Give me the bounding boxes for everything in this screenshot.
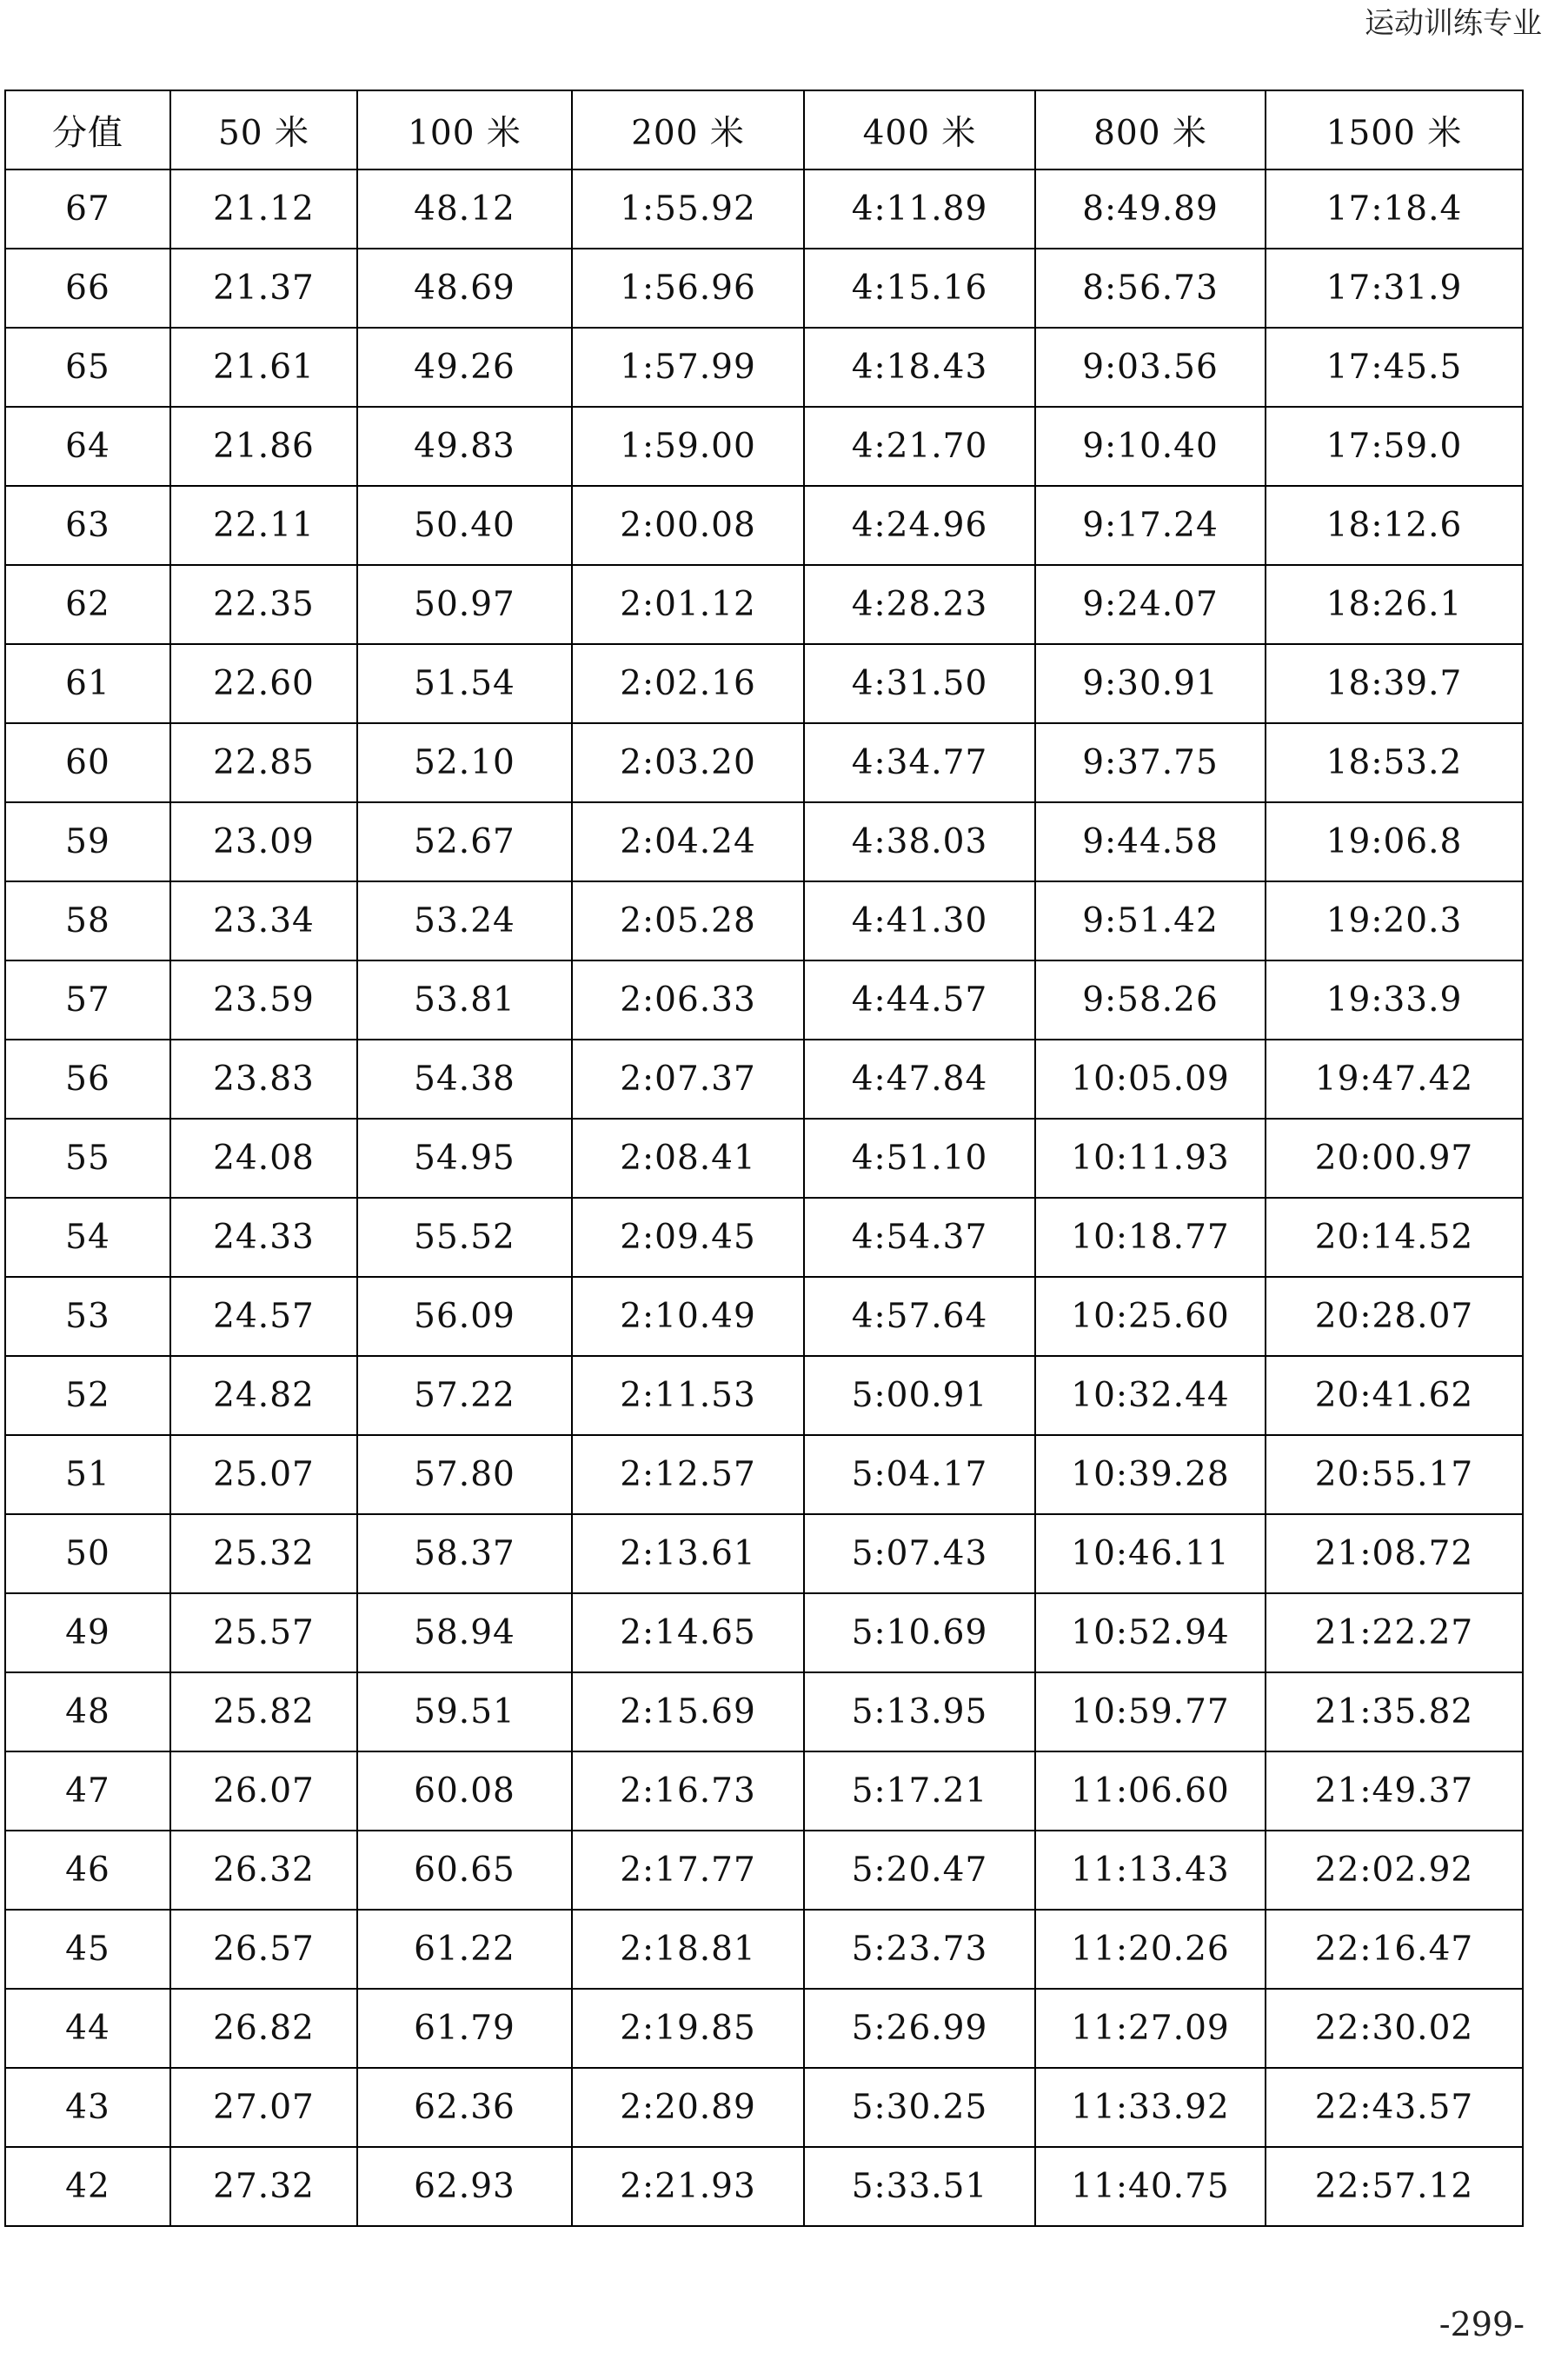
cell-50m: 26.07	[170, 1751, 357, 1831]
cell-200m: 2:02.16	[572, 644, 804, 723]
cell-800m: 10:52.94	[1035, 1593, 1266, 1672]
table-row	[5, 565, 1523, 644]
cell-50m: 24.82	[170, 1356, 357, 1435]
cell-400m: 4:31.50	[804, 644, 1035, 723]
cell-400m: 4:47.84	[804, 1040, 1035, 1119]
cell-200m: 1:57.99	[572, 328, 804, 407]
cell-800m: 8:56.73	[1035, 249, 1266, 328]
cell-800m: 11:33.92	[1035, 2068, 1266, 2147]
cell-50m: 22.11	[170, 486, 357, 565]
table-row	[5, 1514, 1523, 1593]
cell-score: 66	[5, 249, 170, 328]
cell-400m: 4:38.03	[804, 802, 1035, 881]
cell-200m: 2:13.61	[572, 1514, 804, 1593]
cell-50m: 21.61	[170, 328, 357, 407]
cell-score: 62	[5, 565, 170, 644]
cell-1500m: 17:31.9	[1266, 249, 1523, 328]
cell-1500m: 22:30.02	[1266, 1989, 1523, 2068]
cell-400m: 4:21.70	[804, 407, 1035, 486]
cell-400m: 4:24.96	[804, 486, 1035, 565]
cell-score: 42	[5, 2147, 170, 2226]
table-row	[5, 960, 1523, 1040]
column-header-400m: 400 米	[804, 90, 1035, 169]
page-header-title: 运动训练专业	[1365, 6, 1542, 41]
cell-400m: 5:23.73	[804, 1910, 1035, 1989]
cell-50m: 26.32	[170, 1831, 357, 1910]
cell-1500m: 18:39.7	[1266, 644, 1523, 723]
cell-100m: 52.10	[357, 723, 572, 802]
cell-score: 61	[5, 644, 170, 723]
cell-400m: 4:41.30	[804, 881, 1035, 960]
cell-50m: 27.07	[170, 2068, 357, 2147]
cell-200m: 1:59.00	[572, 407, 804, 486]
cell-800m: 11:40.75	[1035, 2147, 1266, 2226]
cell-50m: 25.07	[170, 1435, 357, 1514]
cell-400m: 4:18.43	[804, 328, 1035, 407]
table-row	[5, 1040, 1523, 1119]
cell-1500m: 20:14.52	[1266, 1198, 1523, 1277]
cell-50m: 24.33	[170, 1198, 357, 1277]
cell-1500m: 18:53.2	[1266, 723, 1523, 802]
cell-1500m: 21:35.82	[1266, 1672, 1523, 1751]
table-header	[5, 90, 1523, 169]
cell-400m: 5:30.25	[804, 2068, 1035, 2147]
cell-100m: 48.12	[357, 169, 572, 249]
cell-200m: 2:14.65	[572, 1593, 804, 1672]
cell-50m: 24.57	[170, 1277, 357, 1356]
cell-50m: 21.37	[170, 249, 357, 328]
table-row	[5, 1435, 1523, 1514]
cell-200m: 2:08.41	[572, 1119, 804, 1198]
cell-800m: 9:37.75	[1035, 723, 1266, 802]
cell-400m: 4:34.77	[804, 723, 1035, 802]
cell-800m: 11:27.09	[1035, 1989, 1266, 2068]
cell-50m: 24.08	[170, 1119, 357, 1198]
cell-1500m: 19:47.42	[1266, 1040, 1523, 1119]
cell-400m: 4:57.64	[804, 1277, 1035, 1356]
table-row	[5, 1672, 1523, 1751]
cell-100m: 57.22	[357, 1356, 572, 1435]
cell-800m: 8:49.89	[1035, 169, 1266, 249]
cell-score: 44	[5, 1989, 170, 2068]
cell-score: 52	[5, 1356, 170, 1435]
cell-400m: 4:44.57	[804, 960, 1035, 1040]
cell-200m: 2:20.89	[572, 2068, 804, 2147]
cell-400m: 5:04.17	[804, 1435, 1035, 1514]
cell-1500m: 19:20.3	[1266, 881, 1523, 960]
table-row	[5, 1119, 1523, 1198]
cell-800m: 10:11.93	[1035, 1119, 1266, 1198]
cell-100m: 57.80	[357, 1435, 572, 1514]
cell-100m: 50.97	[357, 565, 572, 644]
cell-400m: 4:54.37	[804, 1198, 1035, 1277]
cell-100m: 52.67	[357, 802, 572, 881]
table-row	[5, 486, 1523, 565]
cell-400m: 4:11.89	[804, 169, 1035, 249]
cell-score: 55	[5, 1119, 170, 1198]
cell-score: 54	[5, 1198, 170, 1277]
column-header-200m: 200 米	[572, 90, 804, 169]
cell-score: 47	[5, 1751, 170, 1831]
table-row	[5, 2068, 1523, 2147]
table-row	[5, 1593, 1523, 1672]
table-row	[5, 1356, 1523, 1435]
cell-score: 63	[5, 486, 170, 565]
cell-400m: 4:15.16	[804, 249, 1035, 328]
cell-100m: 49.26	[357, 328, 572, 407]
cell-score: 51	[5, 1435, 170, 1514]
cell-800m: 11:13.43	[1035, 1831, 1266, 1910]
cell-100m: 62.36	[357, 2068, 572, 2147]
cell-800m: 10:32.44	[1035, 1356, 1266, 1435]
cell-800m: 10:18.77	[1035, 1198, 1266, 1277]
cell-1500m: 22:16.47	[1266, 1910, 1523, 1989]
cell-200m: 2:09.45	[572, 1198, 804, 1277]
cell-100m: 60.65	[357, 1831, 572, 1910]
cell-100m: 61.79	[357, 1989, 572, 2068]
table-row	[5, 407, 1523, 486]
cell-score: 59	[5, 802, 170, 881]
cell-200m: 2:10.49	[572, 1277, 804, 1356]
cell-score: 58	[5, 881, 170, 960]
column-header-100m: 100 米	[357, 90, 572, 169]
cell-200m: 2:12.57	[572, 1435, 804, 1514]
cell-score: 53	[5, 1277, 170, 1356]
table-row	[5, 1910, 1523, 1989]
cell-200m: 2:19.85	[572, 1989, 804, 2068]
cell-score: 46	[5, 1831, 170, 1910]
cell-400m: 5:00.91	[804, 1356, 1035, 1435]
cell-score: 64	[5, 407, 170, 486]
cell-1500m: 20:55.17	[1266, 1435, 1523, 1514]
cell-1500m: 21:08.72	[1266, 1514, 1523, 1593]
cell-1500m: 21:22.27	[1266, 1593, 1523, 1672]
cell-800m: 10:59.77	[1035, 1672, 1266, 1751]
cell-400m: 4:28.23	[804, 565, 1035, 644]
cell-200m: 2:01.12	[572, 565, 804, 644]
cell-100m: 59.51	[357, 1672, 572, 1751]
column-header-1500m: 1500 米	[1266, 90, 1523, 169]
cell-1500m: 22:43.57	[1266, 2068, 1523, 2147]
cell-800m: 10:39.28	[1035, 1435, 1266, 1514]
cell-score: 57	[5, 960, 170, 1040]
cell-200m: 2:17.77	[572, 1831, 804, 1910]
cell-400m: 4:51.10	[804, 1119, 1035, 1198]
cell-800m: 11:20.26	[1035, 1910, 1266, 1989]
page-number: -299-	[1438, 2305, 1525, 2343]
cell-100m: 50.40	[357, 486, 572, 565]
cell-200m: 1:56.96	[572, 249, 804, 328]
cell-score: 45	[5, 1910, 170, 1989]
cell-800m: 9:24.07	[1035, 565, 1266, 644]
cell-100m: 56.09	[357, 1277, 572, 1356]
cell-50m: 23.34	[170, 881, 357, 960]
table-row	[5, 1831, 1523, 1910]
cell-400m: 5:17.21	[804, 1751, 1035, 1831]
cell-100m: 58.94	[357, 1593, 572, 1672]
cell-800m: 9:03.56	[1035, 328, 1266, 407]
cell-100m: 60.08	[357, 1751, 572, 1831]
cell-100m: 48.69	[357, 249, 572, 328]
cell-100m: 49.83	[357, 407, 572, 486]
cell-100m: 54.38	[357, 1040, 572, 1119]
cell-score: 49	[5, 1593, 170, 1672]
cell-score: 67	[5, 169, 170, 249]
table-row	[5, 328, 1523, 407]
cell-1500m: 17:59.0	[1266, 407, 1523, 486]
cell-800m: 9:17.24	[1035, 486, 1266, 565]
cell-50m: 21.86	[170, 407, 357, 486]
cell-800m: 10:25.60	[1035, 1277, 1266, 1356]
cell-1500m: 20:00.97	[1266, 1119, 1523, 1198]
column-header-800m: 800 米	[1035, 90, 1266, 169]
cell-100m: 53.24	[357, 881, 572, 960]
cell-1500m: 19:06.8	[1266, 802, 1523, 881]
cell-400m: 5:20.47	[804, 1831, 1035, 1910]
cell-200m: 2:05.28	[572, 881, 804, 960]
cell-50m: 23.83	[170, 1040, 357, 1119]
cell-200m: 2:16.73	[572, 1751, 804, 1831]
cell-score: 43	[5, 2068, 170, 2147]
table-row	[5, 1751, 1523, 1831]
cell-50m: 25.82	[170, 1672, 357, 1751]
cell-200m: 2:03.20	[572, 723, 804, 802]
cell-1500m: 17:45.5	[1266, 328, 1523, 407]
cell-100m: 53.81	[357, 960, 572, 1040]
cell-800m: 11:06.60	[1035, 1751, 1266, 1831]
cell-200m: 2:04.24	[572, 802, 804, 881]
table-row	[5, 169, 1523, 249]
cell-1500m: 22:57.12	[1266, 2147, 1523, 2226]
table-row	[5, 723, 1523, 802]
cell-200m: 2:00.08	[572, 486, 804, 565]
cell-1500m: 21:49.37	[1266, 1751, 1523, 1831]
score-table-container	[4, 90, 1522, 2227]
table-row	[5, 1277, 1523, 1356]
table-row	[5, 1989, 1523, 2068]
cell-50m: 25.32	[170, 1514, 357, 1593]
cell-800m: 9:10.40	[1035, 407, 1266, 486]
cell-1500m: 20:28.07	[1266, 1277, 1523, 1356]
cell-100m: 58.37	[357, 1514, 572, 1593]
cell-1500m: 17:18.4	[1266, 169, 1523, 249]
cell-1500m: 22:02.92	[1266, 1831, 1523, 1910]
cell-800m: 10:05.09	[1035, 1040, 1266, 1119]
table-body	[5, 169, 1523, 2226]
table-row	[5, 802, 1523, 881]
cell-50m: 26.57	[170, 1910, 357, 1989]
table-row	[5, 2147, 1523, 2226]
column-header-50m: 50 米	[170, 90, 357, 169]
cell-400m: 5:26.99	[804, 1989, 1035, 2068]
cell-score: 56	[5, 1040, 170, 1119]
cell-1500m: 18:26.1	[1266, 565, 1523, 644]
cell-200m: 1:55.92	[572, 169, 804, 249]
cell-50m: 22.85	[170, 723, 357, 802]
cell-50m: 22.35	[170, 565, 357, 644]
cell-100m: 62.93	[357, 2147, 572, 2226]
cell-800m: 9:51.42	[1035, 881, 1266, 960]
cell-400m: 5:07.43	[804, 1514, 1035, 1593]
cell-400m: 5:10.69	[804, 1593, 1035, 1672]
cell-200m: 2:15.69	[572, 1672, 804, 1751]
cell-100m: 55.52	[357, 1198, 572, 1277]
cell-200m: 2:07.37	[572, 1040, 804, 1119]
cell-50m: 25.57	[170, 1593, 357, 1672]
cell-50m: 22.60	[170, 644, 357, 723]
cell-200m: 2:11.53	[572, 1356, 804, 1435]
table-header-row	[5, 90, 1523, 169]
cell-50m: 27.32	[170, 2147, 357, 2226]
cell-50m: 26.82	[170, 1989, 357, 2068]
cell-200m: 2:06.33	[572, 960, 804, 1040]
score-table	[4, 90, 1524, 2227]
table-row	[5, 644, 1523, 723]
cell-800m: 9:58.26	[1035, 960, 1266, 1040]
table-row	[5, 881, 1523, 960]
cell-400m: 5:33.51	[804, 2147, 1035, 2226]
cell-1500m: 20:41.62	[1266, 1356, 1523, 1435]
cell-50m: 23.09	[170, 802, 357, 881]
cell-100m: 51.54	[357, 644, 572, 723]
cell-score: 48	[5, 1672, 170, 1751]
cell-800m: 10:46.11	[1035, 1514, 1266, 1593]
cell-100m: 54.95	[357, 1119, 572, 1198]
cell-400m: 5:13.95	[804, 1672, 1035, 1751]
cell-800m: 9:30.91	[1035, 644, 1266, 723]
cell-200m: 2:21.93	[572, 2147, 804, 2226]
cell-score: 50	[5, 1514, 170, 1593]
cell-score: 60	[5, 723, 170, 802]
cell-800m: 9:44.58	[1035, 802, 1266, 881]
cell-50m: 21.12	[170, 169, 357, 249]
cell-score: 65	[5, 328, 170, 407]
cell-200m: 2:18.81	[572, 1910, 804, 1989]
cell-1500m: 19:33.9	[1266, 960, 1523, 1040]
cell-50m: 23.59	[170, 960, 357, 1040]
column-header-score: 分值	[5, 90, 170, 169]
cell-100m: 61.22	[357, 1910, 572, 1989]
table-row	[5, 1198, 1523, 1277]
table-row	[5, 249, 1523, 328]
cell-1500m: 18:12.6	[1266, 486, 1523, 565]
